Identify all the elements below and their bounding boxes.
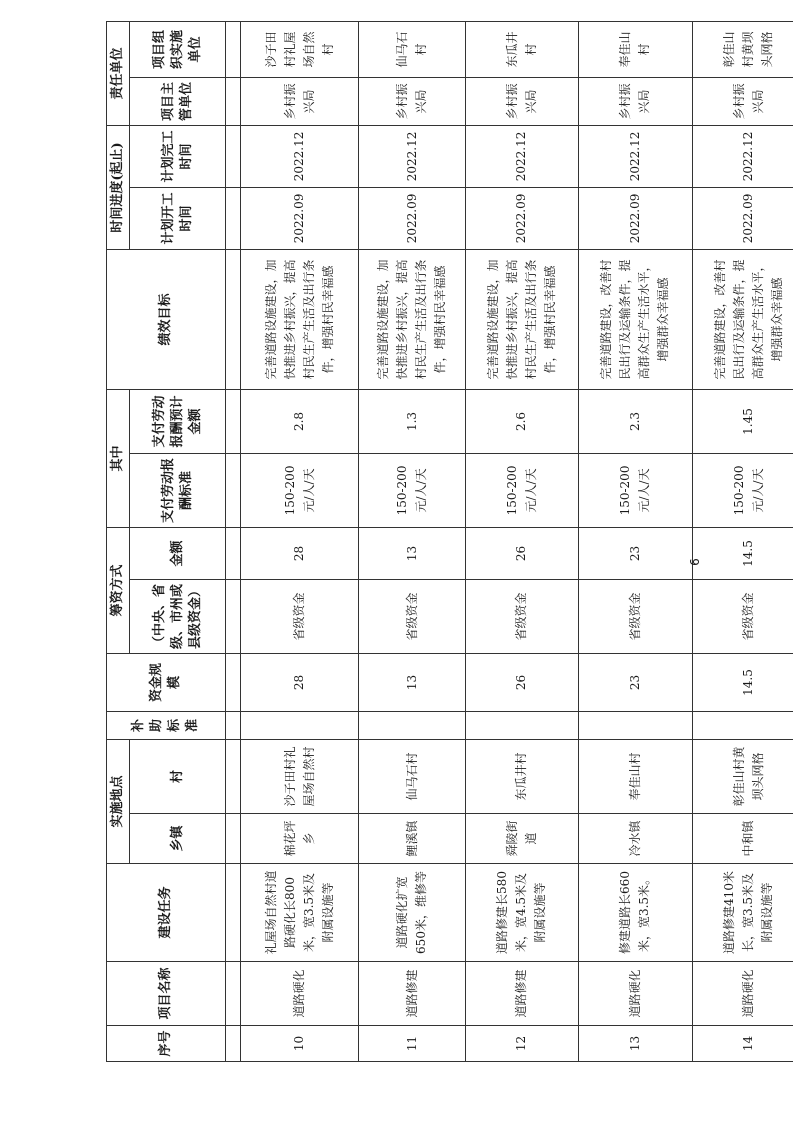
cell-project-name: 道路修建	[359, 962, 465, 1026]
cell-subsidy	[579, 711, 692, 739]
cell-fund-scale: 26	[465, 653, 578, 711]
cell-start: 2022.09	[241, 187, 359, 249]
cell-funding-source: 省级资金	[241, 579, 359, 653]
header-location: 实施地点	[107, 739, 130, 863]
cell-seq: 10	[241, 1026, 359, 1062]
cell-goal: 完善道路设施建设，加快推进乡村振兴，提高村民生产生活及出行条件，增强村民幸福感	[241, 249, 359, 389]
cell-fund-scale: 13	[359, 653, 465, 711]
table-row	[692, 21, 793, 1061]
cell-amount: 26	[465, 527, 578, 579]
cell-task: 道路硬化扩宽650米，维修等	[359, 864, 465, 962]
cell-village: 东瓜井村	[465, 739, 578, 813]
cell-task: 修建道路长660米，宽3.5米。	[579, 864, 692, 962]
cell-labor-standard: 150-200元/人/天	[579, 453, 692, 527]
page-number: 6	[687, 558, 702, 566]
header-seq: 序号	[107, 1026, 226, 1062]
header-schedule: 时间进度(起止)	[107, 125, 130, 249]
header-task: 建设任务	[107, 864, 226, 962]
cell-project-name: 道路硬化	[579, 962, 692, 1026]
cell-funding-source: 省级资金	[359, 579, 465, 653]
cell-seq: 11	[359, 1026, 465, 1062]
cell-labor-standard: 150-200元/人/天	[465, 453, 578, 527]
separator-row	[226, 21, 241, 1061]
header-labor-amount: 支付劳动报酬预计金额	[130, 389, 226, 453]
cell-labor-standard: 150-200元/人/天	[359, 453, 465, 527]
cell-seq: 12	[465, 1026, 578, 1062]
cell-dept: 乡村振兴局	[241, 77, 359, 125]
cell-labor-amount: 1.45	[692, 389, 793, 453]
table-row	[241, 21, 359, 1061]
header-village: 村	[130, 739, 226, 813]
cell-town: 鲤溪镇	[359, 814, 465, 864]
table-row	[465, 21, 578, 1061]
header-responsible: 责任单位	[107, 21, 130, 125]
cell-town: 棉花坪乡	[241, 814, 359, 864]
cell-labor-standard: 150-200元/人/天	[241, 453, 359, 527]
header-among: 其中	[107, 389, 130, 527]
header-dept: 项目主管单位	[130, 77, 226, 125]
header-subsidy: 补助标准	[107, 711, 226, 739]
cell-end: 2022.12	[359, 125, 465, 187]
cell-village: 仙马石村	[359, 739, 465, 813]
cell-dept: 乡村振兴局	[579, 77, 692, 125]
cell-fund-scale: 23	[579, 653, 692, 711]
cell-dept: 乡村振兴局	[692, 77, 793, 125]
cell-goal: 完善道路建设，改善村民出行及运输条件，提高群众生产生活水平，增强群众幸福感	[579, 249, 692, 389]
cell-task: 礼屋场自然村道路硬化长800米，宽3.5米及附属设施等	[241, 864, 359, 962]
cell-funding-source: 省级资金	[692, 579, 793, 653]
cell-seq: 13	[579, 1026, 692, 1062]
header-town: 乡镇	[130, 814, 226, 864]
cell-end: 2022.12	[579, 125, 692, 187]
cell-village: 沙子田村礼屋场自然村	[241, 739, 359, 813]
header-fund-scale: 资金规模	[107, 653, 226, 711]
cell-town: 中和镇	[692, 814, 793, 864]
cell-funding-source: 省级资金	[465, 579, 578, 653]
cell-dept: 乡村振兴局	[465, 77, 578, 125]
header-org: 项目组织实施单位	[130, 21, 226, 77]
cell-start: 2022.09	[465, 187, 578, 249]
header-project-name: 项目名称	[107, 962, 226, 1026]
cell-goal: 完善道路设施建设，加快推进乡村振兴，提高村民生产生活及出行条件，增强村民幸福感	[465, 249, 578, 389]
header-labor-standard: 支付劳动报酬标准	[130, 453, 226, 527]
cell-labor-amount: 2.6	[465, 389, 578, 453]
cell-end: 2022.12	[692, 125, 793, 187]
cell-fund-scale: 28	[241, 653, 359, 711]
cell-org: 东瓜井村	[465, 21, 578, 77]
cell-labor-amount: 2.3	[579, 389, 692, 453]
cell-funding-source: 省级资金	[579, 579, 692, 653]
cell-seq: 14	[692, 1026, 793, 1062]
cell-start: 2022.09	[359, 187, 465, 249]
cell-town: 舜陵街道	[465, 814, 578, 864]
cell-labor-amount: 1.3	[359, 389, 465, 453]
cell-end: 2022.12	[241, 125, 359, 187]
cell-dept: 乡村振兴局	[359, 77, 465, 125]
cell-goal: 完善道路建设，改善村民出行及运输条件，提高群众生产生活水平，增强群众幸福感	[692, 249, 793, 389]
header-start: 计划开工时间	[130, 187, 226, 249]
cell-town: 冷水镇	[579, 814, 692, 864]
cell-amount: 28	[241, 527, 359, 579]
cell-org: 奉佳山村	[579, 21, 692, 77]
table-row	[579, 21, 692, 1061]
cell-amount: 13	[359, 527, 465, 579]
cell-labor-amount: 2.8	[241, 389, 359, 453]
cell-village: 奉佳山村	[579, 739, 692, 813]
cell-subsidy	[692, 711, 793, 739]
header-funding-method: 筹资方式	[107, 527, 130, 653]
cell-org: 仙马石村	[359, 21, 465, 77]
cell-goal: 完善道路设施建设，加快推进乡村振兴，提高村民生产生活及出行条件，增强村民幸福感	[359, 249, 465, 389]
cell-project-name: 道路硬化	[241, 962, 359, 1026]
cell-subsidy	[359, 711, 465, 739]
cell-project-name: 道路修建	[465, 962, 578, 1026]
cell-labor-standard: 150-200元/人/天	[692, 453, 793, 527]
header-end: 计划完工时间	[130, 125, 226, 187]
cell-project-name: 道路硬化	[692, 962, 793, 1026]
cell-village: 彰佳山村黄坝头网格	[692, 739, 793, 813]
header-funding-source: （中央、省级、市州或县级资金）	[130, 579, 226, 653]
cell-subsidy	[241, 711, 359, 739]
cell-org: 沙子田村礼屋场自然村	[241, 21, 359, 77]
cell-start: 2022.09	[692, 187, 793, 249]
cell-subsidy	[465, 711, 578, 739]
cell-fund-scale: 14.5	[692, 653, 793, 711]
cell-org: 彰佳山村黄坝头网格	[692, 21, 793, 77]
table-row	[359, 21, 465, 1061]
cell-start: 2022.09	[579, 187, 692, 249]
rotated-page	[106, 29, 793, 1062]
header-goal: 绩效目标	[107, 249, 226, 389]
cell-task: 道路修建长580米，宽4.5米及附属设施等	[465, 864, 578, 962]
header-amount: 金额	[130, 527, 226, 579]
project-table	[106, 21, 793, 1062]
cell-end: 2022.12	[465, 125, 578, 187]
cell-amount: 14.5	[692, 527, 793, 579]
cell-amount: 23	[579, 527, 692, 579]
cell-task: 道路修建410米长，宽3.5米及附属设施等	[692, 864, 793, 962]
